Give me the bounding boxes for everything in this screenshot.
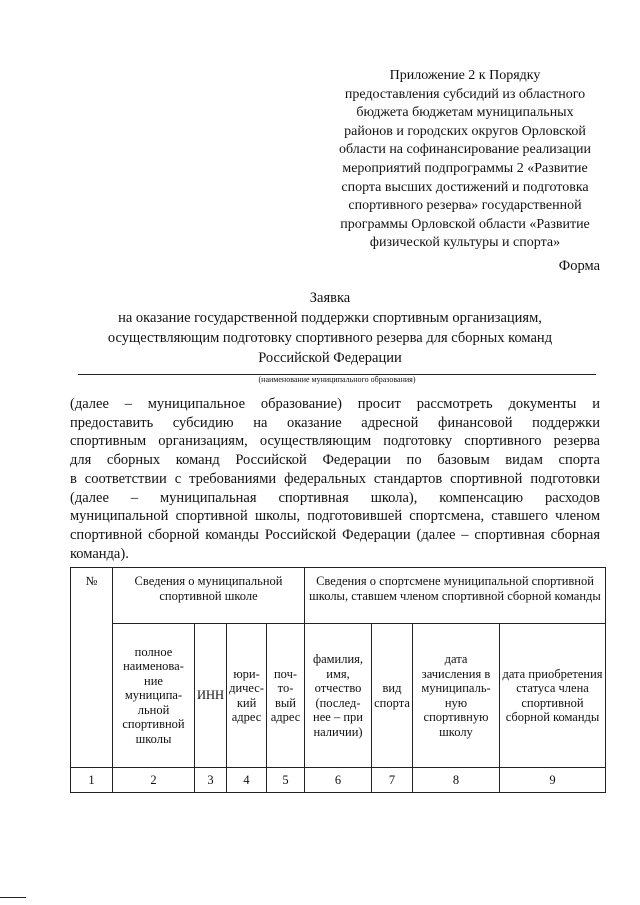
title-line: осуществляющим подготовку спортивного резерва для сборных команд	[107, 330, 553, 346]
appendix-line: районов и городских округов Орловской	[344, 123, 586, 139]
column-number-cell: 3	[195, 768, 227, 793]
column-legal-address: юри-дичес-кий адрес	[227, 624, 267, 768]
document-title	[60, 288, 600, 368]
column-number-cell: 5	[267, 768, 305, 793]
appendix-line: области на софинансирование реализации	[339, 142, 591, 158]
appendix-line: спортивного резерва» государственной	[348, 198, 582, 214]
column-number-cell: 8	[413, 768, 500, 793]
title-heading: Заявка	[309, 290, 351, 306]
header-school-info: Сведения о муниципальной спортивной школе	[113, 568, 305, 624]
column-athlete-name: фамилия, имя, отчество (послед-нее – при наличии)	[305, 624, 372, 768]
paragraph-line: спортивным организациям, осуществляющим подготовку спортивного резерва	[70, 433, 600, 450]
paragraph-line: спортивной сборной команды Российской Федерации (далее – спортивная сборная	[70, 526, 600, 543]
column-number-cell: 6	[305, 768, 372, 793]
paragraph-line: в соответствии с требованиями федеральных стандартов спортивной подготовки	[70, 470, 600, 487]
column-postal-address: поч-то-вый адрес	[267, 624, 305, 768]
form-label: Форма	[558, 258, 600, 274]
appendix-line: бюджета бюджетам муниципальных	[356, 105, 574, 121]
paragraph-line: для сборных команд Российской Федерации по базовым видам спорта	[70, 452, 600, 469]
column-number-cell: 2	[113, 768, 195, 793]
appendix-line: программы Орловской области «Развитие	[340, 216, 590, 232]
paragraph-line: предоставить субсидию на оказание адресной финансовой поддержки	[70, 414, 600, 431]
title-line: Российской Федерации	[258, 350, 402, 366]
appendix-line: спорта высших достижений и подготовка	[341, 179, 589, 195]
column-school-name: полное наименова-ние муниципа-льной спортивной школы	[113, 624, 195, 768]
column-enrollment-date: дата зачисления в муниципаль-ную спортивную школу	[413, 624, 500, 768]
paragraph-line: муниципальной спортивной школы, подготовившей спортсмена, ставшего членом	[70, 508, 600, 525]
appendix-block	[322, 67, 608, 253]
margin-mark	[0, 897, 26, 898]
column-number-cell: 9	[500, 768, 606, 793]
paragraph-line: команда).	[70, 545, 129, 562]
municipality-name-caption: (наименование муниципального образования)	[258, 375, 416, 384]
paragraph-line: (далее – муниципальная спортивная школа), компенсацию расходов	[70, 489, 600, 506]
appendix-line: мероприятий подпрограммы 2 «Развитие	[342, 160, 588, 176]
column-number-cell: 7	[372, 768, 413, 793]
column-team-status-date: дата приобретения статуса члена спортивной сборной команды	[500, 624, 606, 768]
column-sport-type: вид спорта	[372, 624, 413, 768]
column-number-cell: 1	[71, 768, 113, 793]
column-number-cell: 4	[227, 768, 267, 793]
appendix-line: предоставления субсидий из областного	[344, 86, 586, 102]
header-number: №	[71, 568, 113, 768]
paragraph-line: (далее – муниципальное образование) просит рассмотреть документы и	[70, 396, 600, 412]
column-inn: ИНН	[195, 624, 227, 768]
application-table	[70, 567, 606, 793]
appendix-line: Приложение 2 к Порядку	[389, 68, 541, 83]
title-line: на оказание государственной поддержки спортивным организациям,	[118, 310, 542, 326]
appendix-line: физической культуры и спорта»	[369, 235, 561, 251]
header-athlete-info: Сведения о спортсмене муниципальной спортивной школы, ставшем членом спортивной сборной команды	[305, 568, 606, 624]
request-paragraph	[70, 395, 600, 563]
